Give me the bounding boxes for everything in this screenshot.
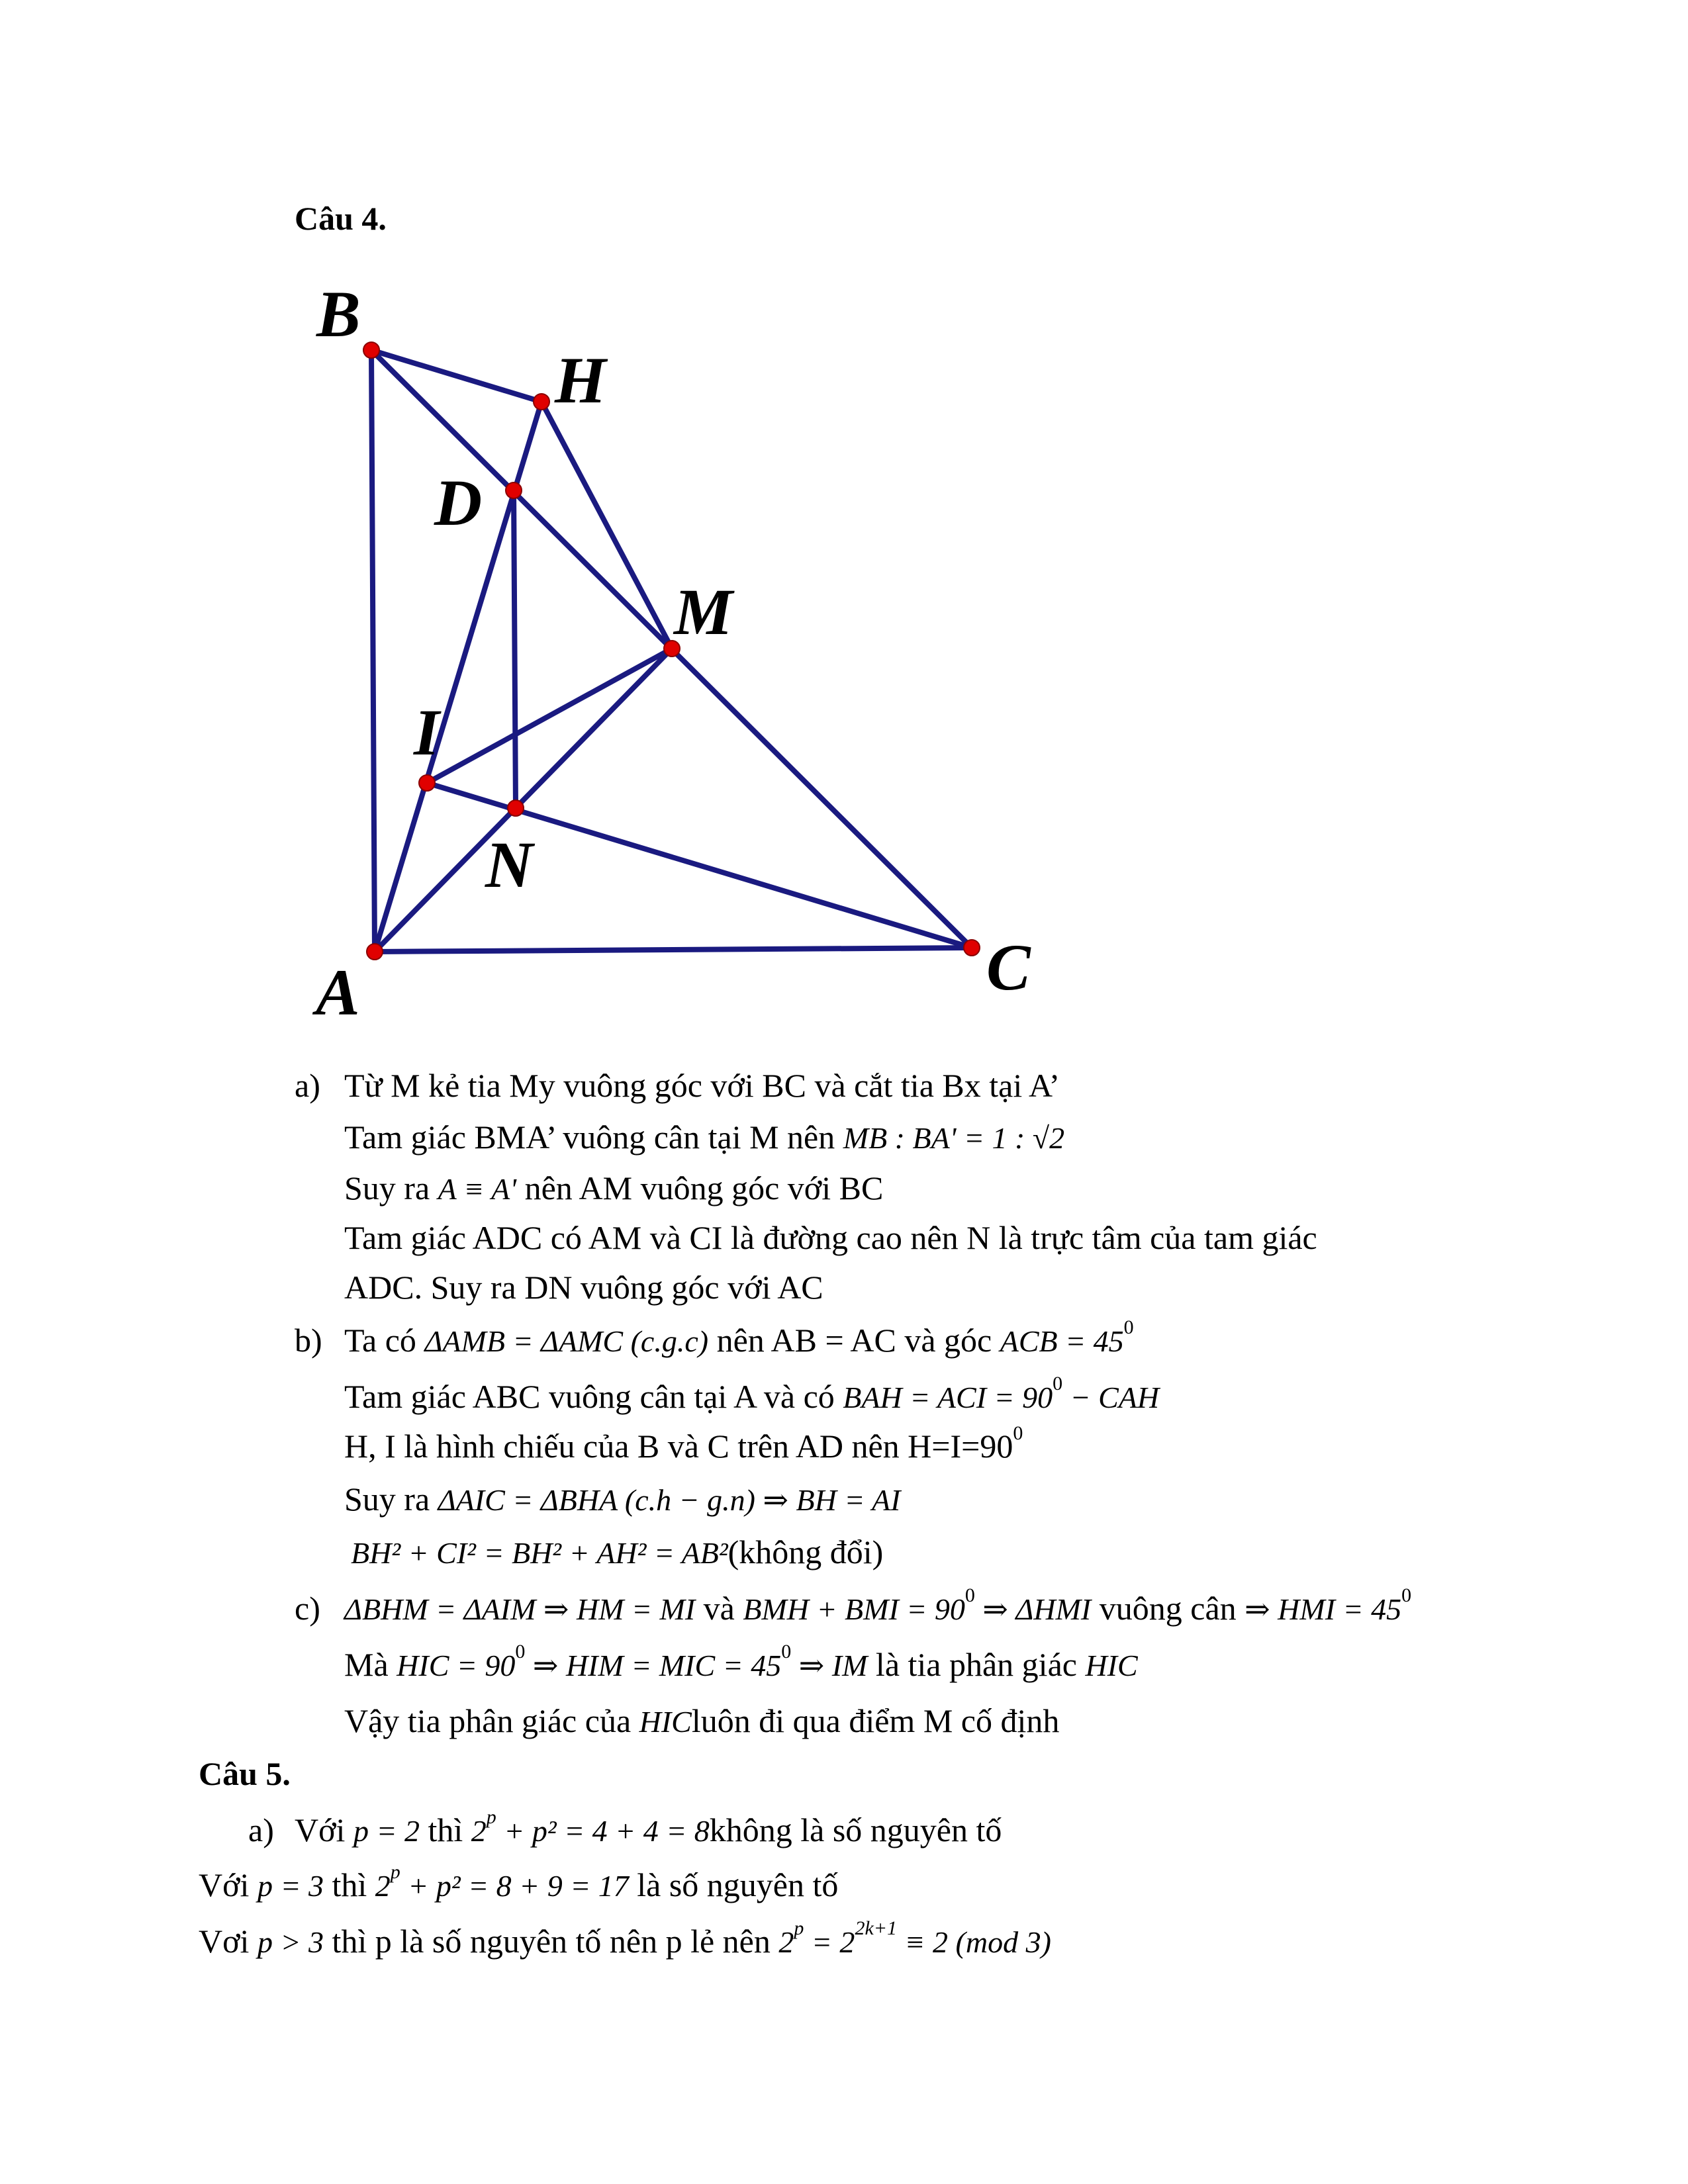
math-expression: MB : BA' = 1 : √2: [843, 1121, 1065, 1155]
cau5-line3: [199, 1917, 1051, 1962]
math-expression: p = 2: [353, 1814, 420, 1848]
math-expression: ΔAMB = ΔAMC (c.g.c): [424, 1324, 709, 1358]
label-H: H: [555, 343, 606, 417]
text: thì p là số nguyên tố nên p lẻ nên: [332, 1923, 771, 1960]
superscript: 0: [1401, 1584, 1412, 1606]
cau4-b-marker: b): [295, 1322, 322, 1359]
text: không là số nguyên tố: [709, 1811, 1002, 1848]
text: Tam giác BMA’ vuông cân tại M nên: [344, 1118, 835, 1156]
text: thì: [332, 1866, 367, 1903]
cau4-c-marker: c): [295, 1590, 320, 1627]
superscript: 0: [1013, 1422, 1023, 1444]
superscript: 2k+1: [855, 1917, 897, 1939]
label-D: D: [434, 466, 483, 539]
text: Vậy tia phân giác của: [344, 1702, 632, 1739]
label-B: B: [316, 277, 361, 351]
text: nên AB = AC và góc: [716, 1322, 992, 1359]
math-expression: ACB = 45: [1000, 1324, 1124, 1358]
math-expression: + p² = 8 + 9 = 17: [400, 1869, 629, 1903]
cau4-c-line3: [344, 1701, 1059, 1742]
superscript: 0: [1053, 1373, 1063, 1394]
point-B: [363, 342, 379, 358]
math-expression: HIC: [639, 1705, 692, 1739]
math-expression: = 2: [804, 1925, 855, 1959]
text: Tam giác ABC vuông cân tại A và có: [344, 1378, 835, 1415]
cau4-a-line2: [344, 1117, 1064, 1158]
math-expression: ΔBHM = ΔAIM ⇒ HM = MI: [344, 1592, 696, 1626]
text: Suy ra: [344, 1169, 430, 1206]
cau4-b-line3: [344, 1422, 1023, 1466]
text: Với: [295, 1811, 346, 1848]
point-I: [419, 775, 435, 791]
label-I: I: [414, 696, 440, 769]
label-C: C: [986, 931, 1031, 1004]
superscript: p: [390, 1861, 400, 1883]
math-expression: ≡ 2 (mod 3): [897, 1925, 1051, 1959]
math-expression: BH² + CI² = BH² + AH² = AB²: [351, 1536, 728, 1570]
text: Vơi: [199, 1923, 250, 1960]
math-expression: ⇒ ΔHMI: [974, 1592, 1092, 1626]
segment-AB: [371, 350, 375, 952]
cau4-b-line4: [344, 1479, 900, 1520]
cau5-a-marker: a): [248, 1811, 274, 1848]
math-expression: ΔAIC = ΔBHA (c.h − g.n) ⇒ BH = AI: [438, 1483, 901, 1517]
label-M: M: [674, 575, 733, 649]
cau4-a-marker: a): [295, 1067, 320, 1104]
math-expression: + p² = 4 + 4 = 8: [496, 1814, 710, 1848]
text: H, I là hình chiếu của B và C trên AD nên H=I=90: [344, 1428, 1013, 1465]
math-expression: ⇒ HMI = 45: [1244, 1592, 1402, 1626]
superscript: p: [794, 1917, 804, 1939]
segment-IM: [427, 649, 672, 783]
cau4-c-line1: [344, 1584, 1412, 1629]
cau4-b-line2: [344, 1373, 1160, 1418]
cau4-b-line5: [351, 1532, 883, 1573]
math-expression: HIC = 90: [397, 1649, 516, 1682]
superscript: 0: [515, 1641, 526, 1662]
text: (không đổi): [727, 1533, 884, 1570]
math-expression: p = 3: [257, 1869, 324, 1903]
cau4-heading: Câu 4.: [295, 200, 387, 237]
superscript: 0: [1123, 1316, 1134, 1338]
math-expression: A ≡ A': [438, 1172, 517, 1206]
point-C: [964, 940, 980, 956]
segment-AC: [375, 948, 972, 952]
math-expression: p > 3: [257, 1925, 324, 1959]
cau4-b-line1: [344, 1316, 1134, 1361]
text: Với: [199, 1866, 250, 1903]
label-N: N: [485, 828, 534, 901]
text: là tia phân giác: [875, 1646, 1077, 1683]
text: Ta có: [344, 1322, 416, 1359]
text: Mà: [344, 1646, 389, 1683]
cau4-c-line2: [344, 1641, 1138, 1686]
point-H: [534, 394, 549, 410]
math-expression: BMH + BMI = 90: [743, 1592, 965, 1626]
math-expression: BAH = ACI = 90: [843, 1381, 1053, 1414]
point-D: [506, 482, 522, 498]
text: và: [703, 1590, 735, 1627]
point-N: [508, 800, 524, 816]
text: vuông cân: [1099, 1590, 1237, 1627]
cau5-a-line1: [295, 1806, 1002, 1851]
superscript: 0: [964, 1584, 975, 1606]
text: thì: [428, 1811, 463, 1848]
cau4-a-line1: Từ M kẻ tia My vuông góc với BC và cắt tia Bx tại A’: [344, 1067, 1060, 1104]
cau4-a-line5: ADC. Suy ra DN vuông góc với AC: [344, 1269, 823, 1306]
math-expression: 2: [471, 1814, 487, 1848]
math-expression: − CAH: [1062, 1381, 1160, 1414]
cau5-line2: [199, 1861, 839, 1906]
segment-DN: [514, 490, 516, 808]
text: Suy ra: [344, 1480, 430, 1518]
superscript: 0: [781, 1641, 792, 1662]
text: luôn đi qua điểm M cố định: [691, 1702, 1060, 1739]
math-expression: HIC: [1085, 1649, 1138, 1682]
math-expression: ⇒ IM: [791, 1649, 868, 1682]
math-expression: 2: [778, 1925, 794, 1959]
cau4-a-line3: [344, 1168, 883, 1209]
superscript: p: [486, 1806, 496, 1828]
math-expression: ⇒ HIM = MIC = 45: [525, 1649, 782, 1682]
cau4-a-line4: Tam giác ADC có AM và CI là đường cao nên N là trực tâm của tam giác: [344, 1219, 1317, 1256]
math-expression: 2: [375, 1869, 391, 1903]
text: là số nguyên tố: [637, 1866, 839, 1903]
cau5-heading: Câu 5.: [199, 1755, 291, 1792]
geometry-figure: [0, 0, 1688, 1059]
point-A: [367, 944, 383, 960]
label-A: A: [316, 956, 360, 1029]
text: nên AM vuông góc với BC: [524, 1169, 884, 1206]
segment-HM: [541, 402, 672, 649]
